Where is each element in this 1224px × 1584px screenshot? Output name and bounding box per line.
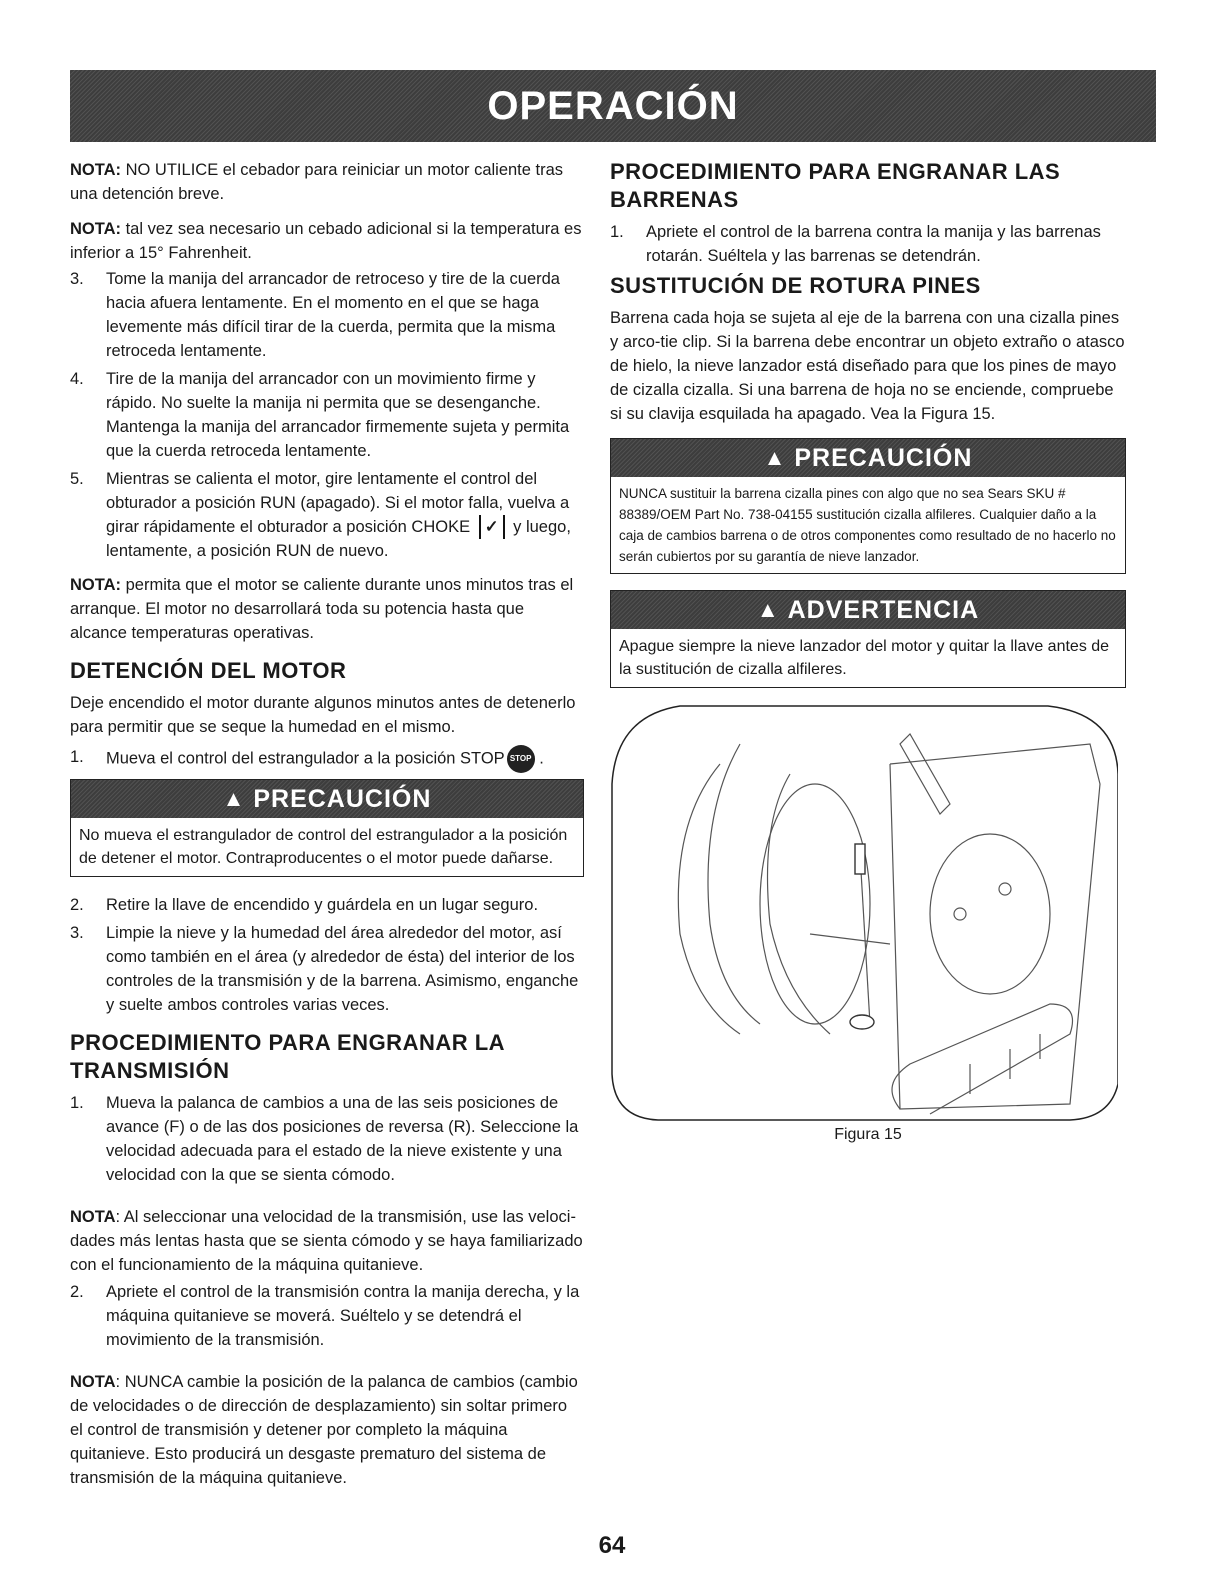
section-heading: DETENCIÓN DEL MOTOR [70,658,347,683]
page-number: 64 [598,1532,626,1559]
caution-box [70,779,584,877]
right-column [610,158,1126,1144]
section-heading: SUSTITUCIÓN DE ROTURA PINES [610,273,981,298]
warning-triangle-icon: ▲ [756,597,780,622]
header-banner [70,70,1156,142]
caution-body: No mueva el estrangulador de control del estrangulador a la posición de detener el motor. Contraproducentes o el motor puede dañarse. [79,827,568,867]
list-item: 1. Mueva la palanca de cambios a una de las seis posiciones de avance (F) o de las dos posiciones de reversa (R). Seleccione la velocidad adecuada para el estado de la nieve existente y una velocidad con la que se sienta cómodo. [70,1094,579,1184]
paragraph: Deje encendido el motor durante algunos minutos antes de detenerlo para permitir que se seque la humedad en el mismo. [70,694,576,736]
figure-caption: Figura 15 [834,1126,902,1143]
section-heading: PROCEDIMIENTO PARA ENGRANAR LA TRANSMISIÓN [70,1030,505,1083]
caution-body: NUNCA sustituir la barrena cizalla pines con algo que no sea Sears SKU # 88389/OEM Part No. 738-04155 sustitución cizalla alfileres. Cualquier daño a la caja de cambios barrena o de otros componentes como resultado de no hacerlo no serán cubiertos por su garantía de nieve lanzador. [619,486,1116,564]
warning-box [610,590,1126,688]
note: NOTA: NO UTILICE el cebador para reiniciar un motor caliente tras una detención breve. [70,161,564,203]
list-item: 3. Tome la manija del arrancador de retroceso y tire de la cuerda hacia afuera lentamente. En el momento en el que se haga levemente más difícil tirar de la cuerda, permita que la misma retroceda lentamente. [70,270,560,360]
section-heading: PROCEDIMIENTO PARA ENGRANAR LAS BARRENAS [610,159,1061,212]
note: NOTA: NUNCA cambie la posición de la palanca de cambios (cambio de velocidades o de dirección de desplazamiento) sin soltar primero el control de transmisión y detener por completo la máquina quitanieve. Esto producirá un desgaste prematuro del sistema de transmisión de la máquina quitanieve. [70,1373,578,1487]
steps-list [70,267,584,563]
figure-15-illustration [610,704,1118,1122]
caution-box [610,438,1126,574]
list-item: 2. Apriete el control de la transmisión contra la manija derecha, y la máquina quitanieve se moverá. Suéltelo y se detendrá el movimiento de la transmisión. [70,1283,580,1349]
caution-header: ▲ PRECAUCIÓN [611,439,1125,477]
list-item: 3. Limpie la nieve y la humedad del área alrededor del motor, así como también en el área (y alrededor de ésta) del interior de los controles de la transmisión y de la barrena. Asimismo, enganche y suelte ambos controles varias veces. [70,924,579,1014]
warning-triangle-icon: ▲ [763,445,787,470]
list-item: 1. Mueva el control del estrangulador a la posición STOP STOP . [70,745,584,773]
note: NOTA: Al seleccionar una velocidad de la transmisión, use las veloci-dades más lentas hasta que se sienta cómodo y se haya familiarizado con el funcionamiento de la máquina quitanieve. [70,1208,583,1274]
choke-icon: ✓ [479,515,505,539]
list-item: 1. Apriete el control de la barrena contra la manija y las barrenas rotarán. Suéltela y las barrenas se detendrán. [610,223,1101,265]
left-column [70,158,584,1501]
note: NOTA: permita que el motor se caliente durante unos minutos tras el arranque. El motor no desarrollará toda su potencia hasta que alcance temperaturas operativas. [70,576,574,642]
list-item: 4. Tire de la manija del arrancador con un movimiento firme y rápido. No suelte la manija ni permita que se desenganche. Mantenga la manija del arrancador firmemente sujeta y permita que la cuerda retroceda lentamente. [70,370,570,460]
warning-triangle-icon: ▲ [222,786,246,811]
note: NOTA: tal vez sea necesario un cebado adicional si la temperatura es inferior a 15° Fahrenheit. [70,220,582,262]
caution-header: ▲ PRECAUCIÓN [71,780,583,818]
warning-body: Apague siempre la nieve lanzador del motor y quitar la llave antes de la sustitución de cizalla alfileres. [619,638,1110,678]
list-item: 2. Retire la llave de encendido y guárdela en un lugar seguro. [70,896,539,914]
warning-header: ▲ ADVERTENCIA [611,591,1125,629]
page-title: OPERACIÓN [487,83,739,128]
paragraph: Barrena cada hoja se sujeta al eje de la barrena con una cizalla pines y arco-tie clip. Si la barrena debe encontrar un objeto extraño o atasco de hielo, la nieve lanzador está diseñado para que los pines de mayo de cizalla cizalla. Si una barrena de hoja no se enciende, compruebe si su clavija esquilada ha apagado. Vea la Figura 15. [610,309,1125,423]
list-item: 5. Mientras se calienta el motor, gire lentamente el control del obturador a posición RUN (apagado). Si el motor falla, vuelva a girar rápidamente el obturador a posición CHOKE ✓ y luego, lentamente, a posición RUN de nuevo. [70,470,571,560]
stop-icon: STOP [507,745,535,773]
